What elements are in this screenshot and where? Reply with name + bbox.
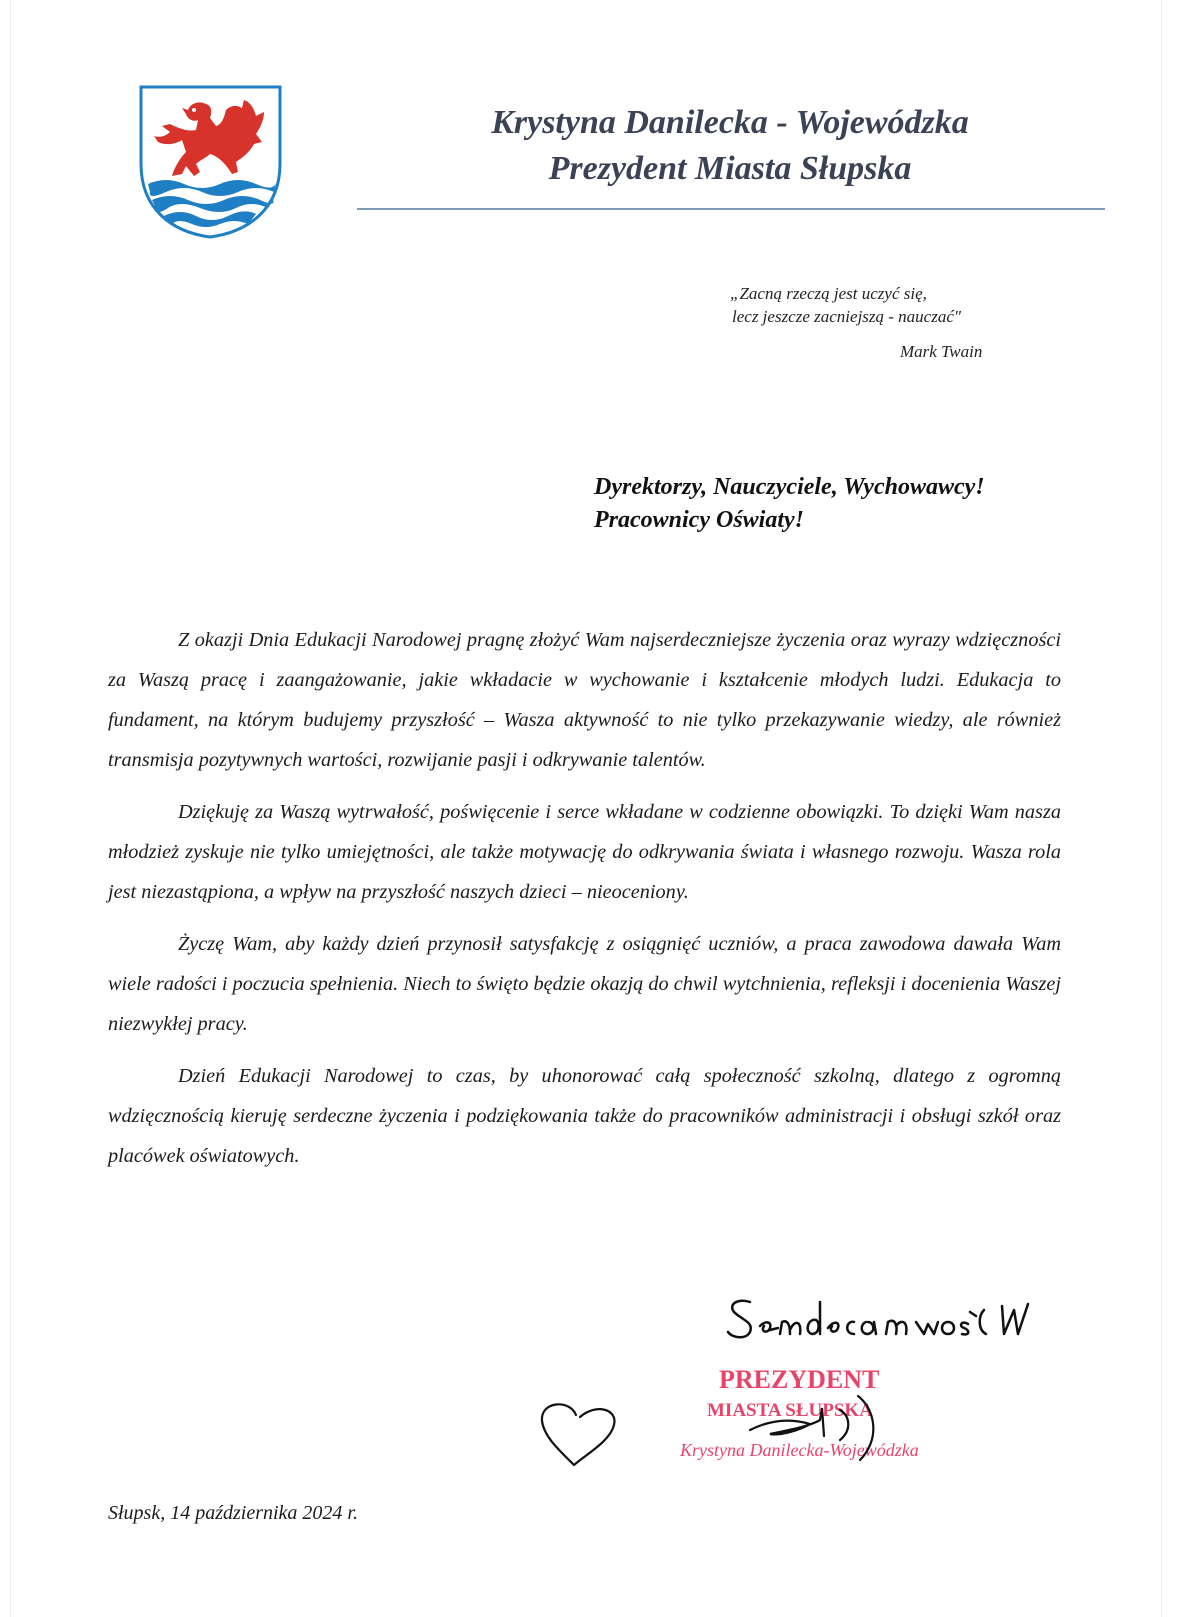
quote-author: Mark Twain xyxy=(900,342,983,361)
sender-role: Prezydent Miasta Słupska xyxy=(548,150,912,187)
signature-scrawl xyxy=(740,1390,940,1470)
heart-icon xyxy=(530,1395,630,1475)
quote-line-2: lecz jeszcze zacniejszą - nauczać" xyxy=(732,307,962,326)
quote-line-1: „Zacną rzeczą jest uczyć się, xyxy=(730,284,927,303)
body-paragraph: Dzień Edukacji Narodowej to czas, by uhonorować całą społeczność szkolną, dlatego z ogromną wdzięcznością kieruję serdeczne życzenia i podziękowania także do pracowników administracji i obsługi szkół oraz placówek oświatowych. xyxy=(108,1065,1061,1167)
letter-body xyxy=(108,620,1061,1188)
header-divider xyxy=(357,208,1105,210)
greeting-line-1: Dyrektorzy, Nauczyciele, Wychowawcy! xyxy=(594,474,985,500)
stamp-title: PREZYDENT xyxy=(719,1365,880,1394)
stamp-name: Krystyna Danilecka-Wojewódzka xyxy=(680,1440,919,1460)
city-crest-griffin-icon xyxy=(138,84,283,240)
place-and-date: Słupsk, 14 października 2024 r. xyxy=(108,1502,358,1524)
stamp-city: MIASTA SŁUPSKA xyxy=(707,1400,873,1421)
handwritten-greeting xyxy=(720,1290,1120,1350)
sender-name: Krystyna Danilecka - Wojewódzka xyxy=(491,104,969,141)
body-paragraph: Dziękuję za Waszą wytrwałość, poświęcenie i serce wkładane w codzienne obowiązki. To dzięki Wam nasza młodzież zyskuje nie tylko umiejętności, ale także motywację do odkrywania świata i własnego rozwoju. Wasza rola jest niezastąpiona, a wpływ na przyszłość naszych dzieci – nieoceniony. xyxy=(108,801,1061,903)
greeting-line-2: Pracownicy Oświaty! xyxy=(594,507,804,533)
body-paragraph: Życzę Wam, aby każdy dzień przynosił satysfakcję z osiągnięć uczniów, a praca zawodowa dawała Wam wiele radości i poczucia spełnienia. Niech to święto będzie okazją do chwil wytchnienia, refleksji i docenienia Waszej niezwykłej pracy. xyxy=(108,933,1061,1035)
body-paragraph: Z okazji Dnia Edukacji Narodowej pragnę złożyć Wam najserdeczniejsze życzenia oraz wyrazy wdzięczności za Waszą pracę i zaangażowanie, jakie wkładacie w wychowanie i kształcenie młodych ludzi. Edukacja to fundament, na którym budujemy przyszłość – Wasza aktywność to nie tylko przekazywanie wiedzy, ale również transmisja pozytywnych wartości, rozwijanie pasji i odkrywanie talentów. xyxy=(108,629,1061,771)
